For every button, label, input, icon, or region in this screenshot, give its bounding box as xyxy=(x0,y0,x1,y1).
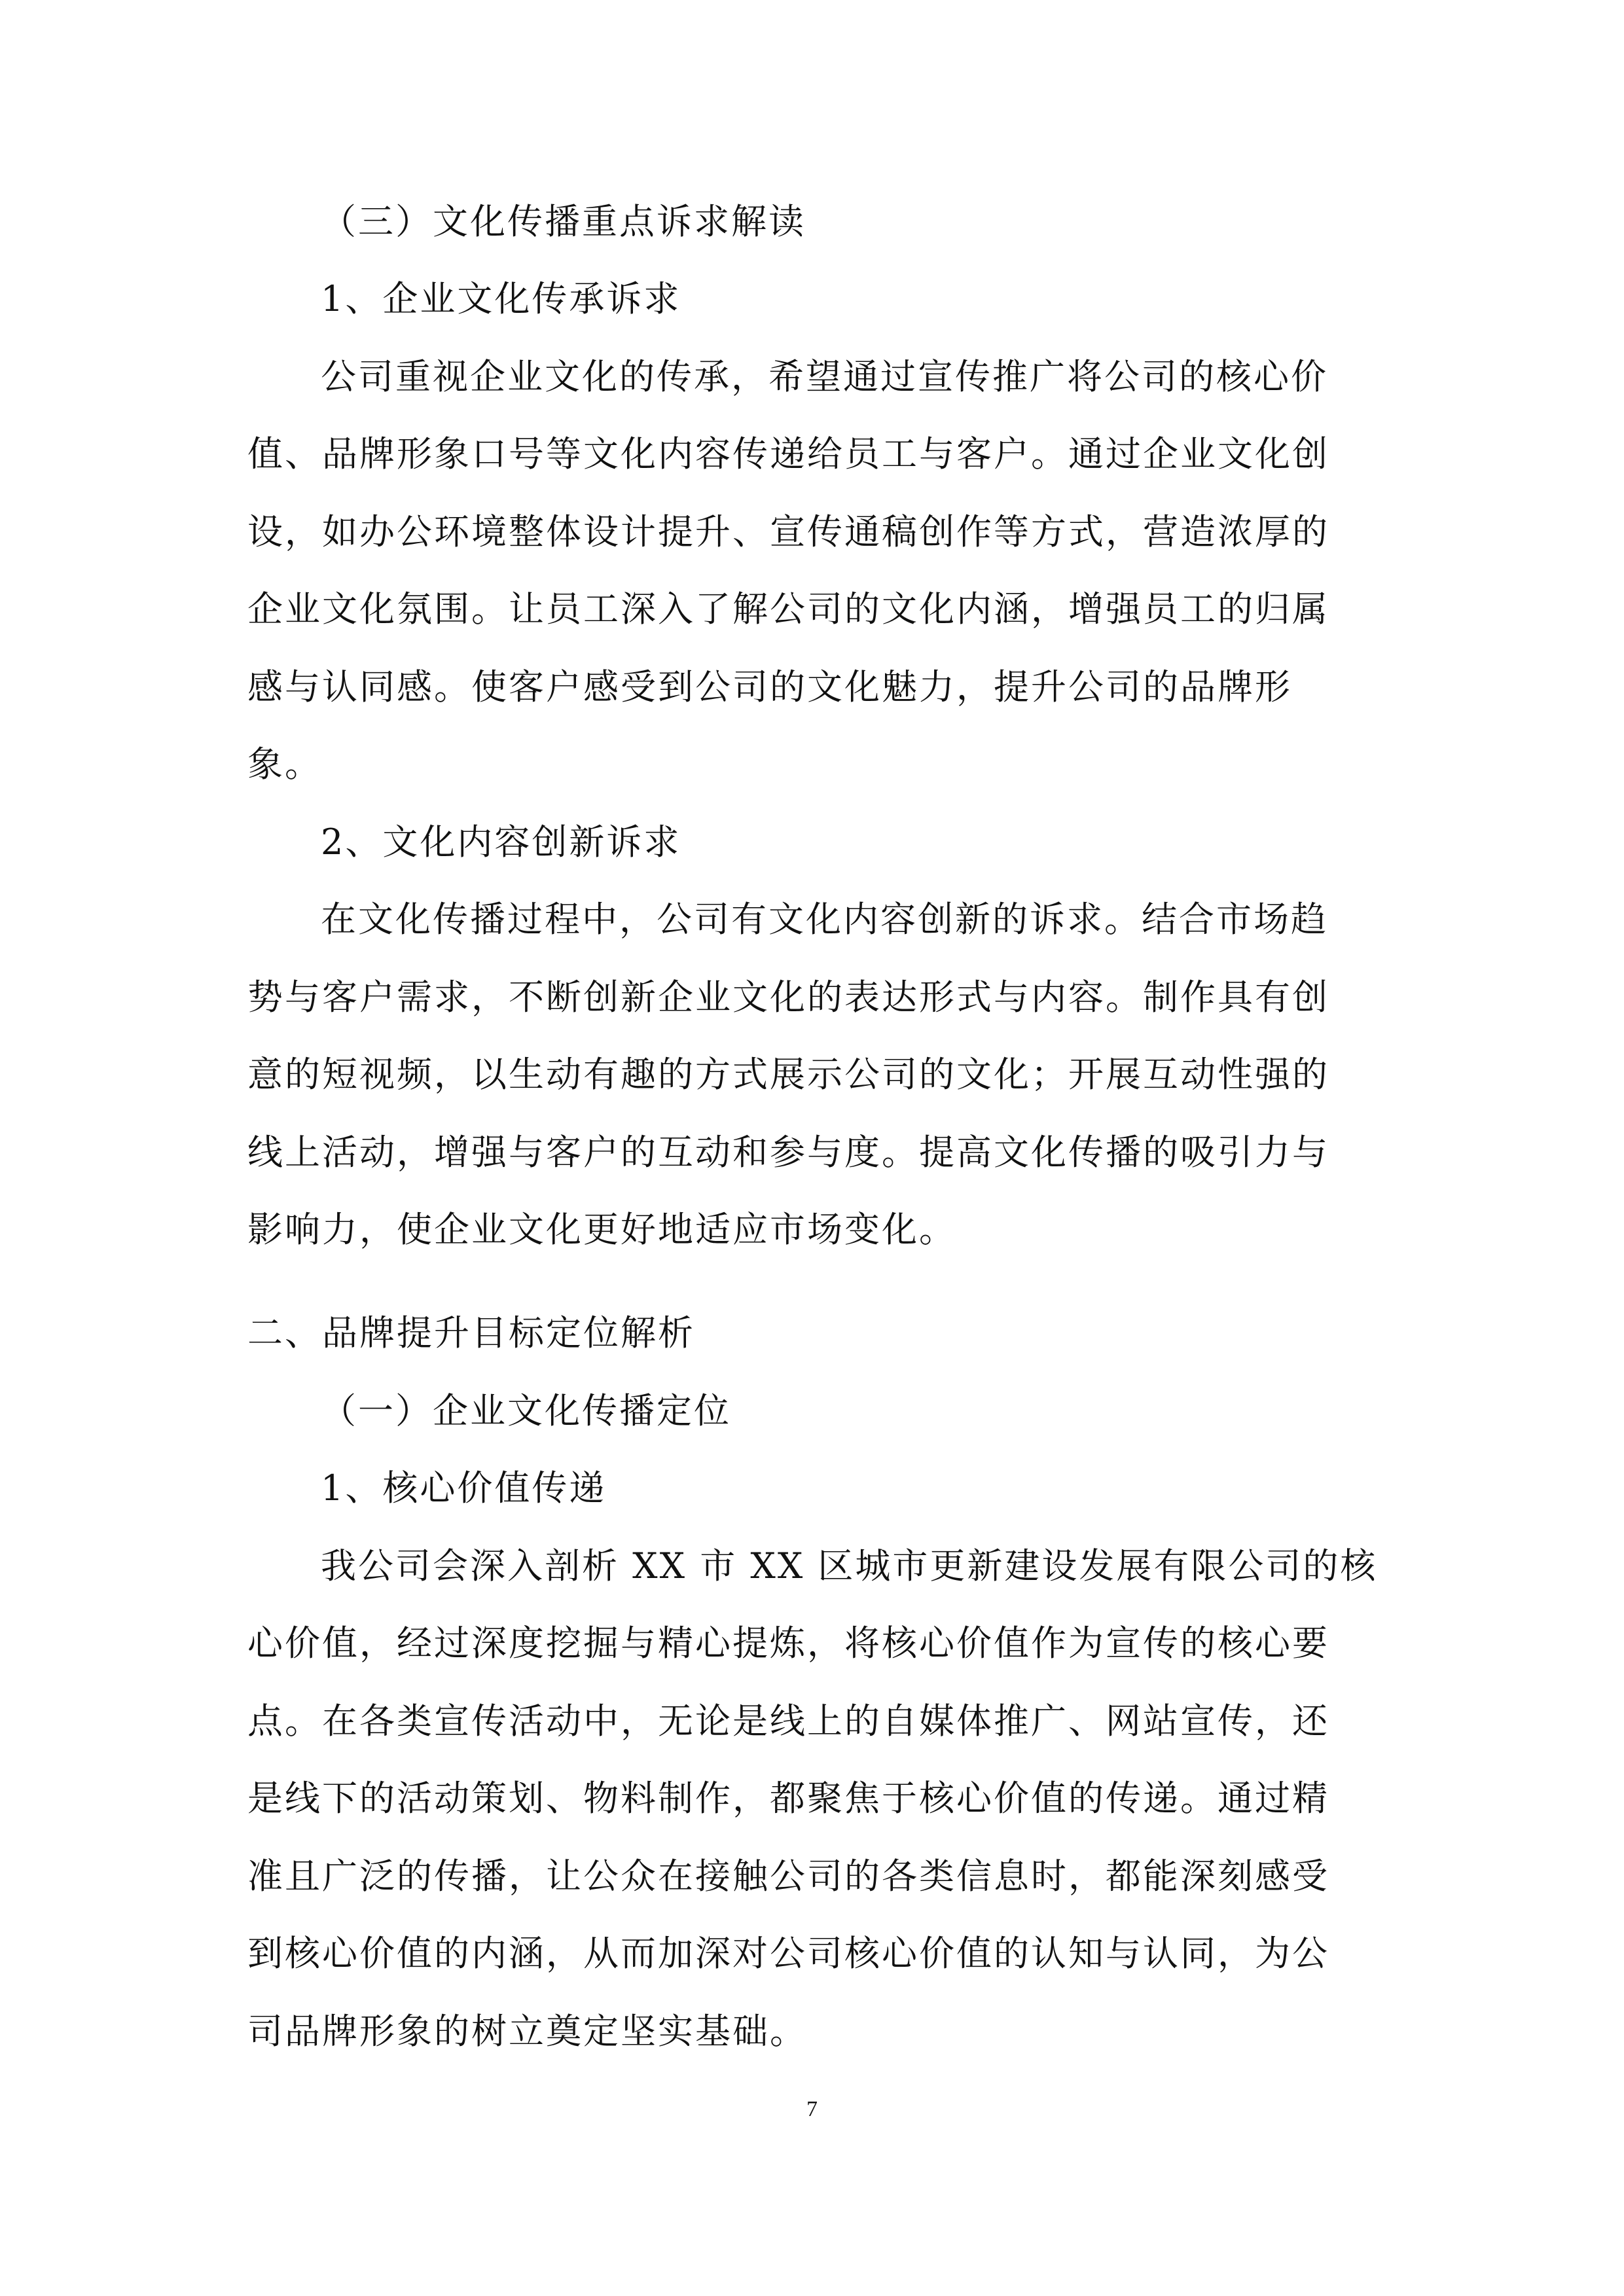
paragraph-line: 在文化传播过程中，公司有文化内容创新的诉求。结合市场趋 xyxy=(321,899,1328,940)
paragraph-line: 我公司会深入剖析 XX 市 XX 区城市更新建设发展有限公司的核 xyxy=(321,1545,1378,1587)
page-number: 7 xyxy=(806,2097,818,2121)
paragraph-line: 设，如办公环境整体设计提升、宣传通稿创作等方式，营造浓厚的 xyxy=(247,511,1329,552)
paragraph-line: 公司重视企业文化的传承，希望通过宣传推广将公司的核心价 xyxy=(321,356,1328,397)
paragraph-line: 象。 xyxy=(247,744,322,785)
paragraph-line: 影响力，使企业文化更好地适应市场变化。 xyxy=(247,1209,956,1250)
paragraph-line: 准且广泛的传播，让公众在接触公司的各类信息时，都能深刻感受 xyxy=(247,1856,1329,1897)
paragraph-line: 感与认同感。使客户感受到公司的文化魅力，提升公司的品牌形 xyxy=(247,666,1292,708)
paragraph-line: 线上活动，增强与客户的互动和参与度。提高文化传播的吸引力与 xyxy=(247,1132,1329,1173)
paragraph-line: 点。在各类宣传活动中，无论是线上的自媒体推广、网站宣传，还 xyxy=(247,1700,1329,1742)
paragraph-line: 到核心价值的内涵，从而加深对公司核心价值的认知与认同，为公 xyxy=(247,1933,1329,1974)
section-heading-2: 二、品牌提升目标定位解析 xyxy=(247,1312,695,1354)
item-heading-1: 1、企业文化传承诉求 xyxy=(321,278,681,319)
subsection-heading-1: （一）企业文化传播定位 xyxy=(321,1390,731,1431)
paragraph-line: 势与客户需求，不断创新企业文化的表达形式与内容。制作具有创 xyxy=(247,977,1329,1018)
item-heading-2: 2、文化内容创新诉求 xyxy=(321,821,681,863)
subsection-heading-3: （三）文化传播重点诉求解读 xyxy=(321,201,806,242)
paragraph-line: 司品牌形象的树立奠定坚实基础。 xyxy=(247,2011,807,2052)
paragraph-line: 心价值，经过深度挖掘与精心提炼，将核心价值作为宣传的核心要 xyxy=(247,1623,1329,1664)
paragraph-line: 意的短视频，以生动有趣的方式展示公司的文化；开展互动性强的 xyxy=(247,1054,1329,1095)
paragraph-line: 是线下的活动策划、物料制作，都聚焦于核心价值的传递。通过精 xyxy=(247,1778,1329,1819)
paragraph-line: 企业文化氛围。让员工深入了解公司的文化内涵，增强员工的归属 xyxy=(247,588,1329,630)
paragraph-line: 值、品牌形象口号等文化内容传递给员工与客户。通过企业文化创 xyxy=(247,433,1329,475)
item-heading-1: 1、核心价值传递 xyxy=(321,1467,607,1509)
